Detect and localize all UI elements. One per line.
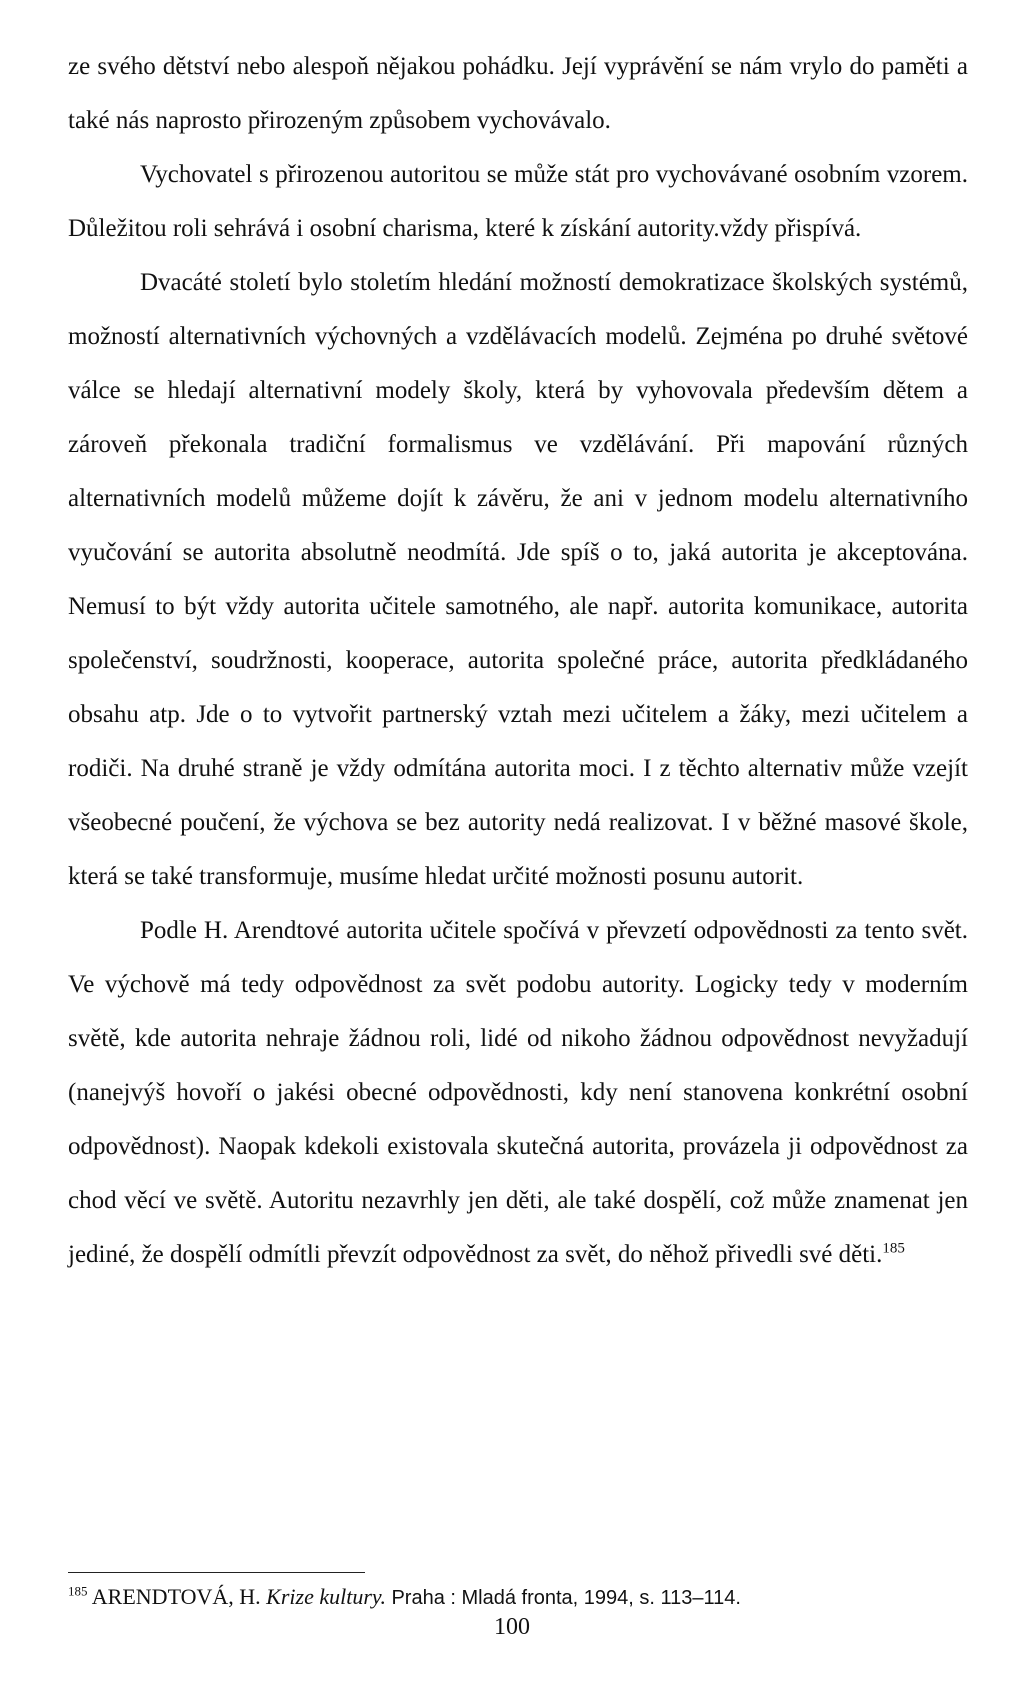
paragraph-arendt-text: Podle H. Arendtové autorita učitele spočívá v převzetí odpovědnosti za tento svět. Ve výchově má tedy odpovědnost za svět podobu autority. Logicky tedy v moderním světě, kde autorita nehraje žádnou roli, lidé od nikoho žádnou odpovědnost nevyžadují (nanejvýš hovoří o jakési obecné odpovědnosti, kdy není stanovena konkrétní osobní odpovědnost). Naopak kdekoli existovala skutečná autorita, provázela ji odpovědnost za chod věcí ve světě. Autoritu nezavrhly jen děti, ale také dospělí, což může znamenat jen jediné, že dospělí odmítli převzít odpovědnost za svět, do něhož přivedli své děti. (68, 917, 968, 1268)
footnote-reference[interactable]: 185 (882, 1240, 905, 1257)
paragraph-arendt (68, 904, 968, 1282)
page-number: 100 (494, 1614, 530, 1640)
footnote-title: Krize kultury. (266, 1584, 386, 1609)
footnote-number: 185 (68, 1583, 88, 1599)
paragraph-charisma: Vychovatel s přirozenou autoritou se může stát pro vychovávané osobním vzorem. Důležitou roli sehrává i osobní charisma, které k získání autority.vždy přispívá. (68, 161, 968, 242)
footnote (68, 1582, 968, 1613)
footnote-publication: Praha : Mladá fronta, 1994, s. 113–114. (391, 1587, 741, 1609)
footnote-author: ARENDTOVÁ, H. (91, 1584, 261, 1609)
footnote-divider (68, 1572, 365, 1573)
paragraph-continuation: ze svého dětství nebo alespoň nějakou pohádku. Její vyprávění se nám vrylo do paměti a také nás naprosto přirozeným způsobem vychovávalo. (68, 53, 968, 134)
paragraph-alternative-models: Dvacáté století bylo stoletím hledání možností demokratizace školských systémů, možností alternativních výchovných a vzdělávacích modelů. Zejména po druhé světové válce se hledají alternativní modely školy, která by vyhovovala především dětem a zároveň překonala tradiční formalismus ve vzdělávání. Při mapování různých alternativních modelů můžeme dojít k závěru, že ani v jednom modelu alternativního vyučování se autorita absolutně neodmítá. Jde spíš o to, jaká autorita je akceptována. Nemusí to být vždy autorita učitele samotného, ale např. autorita komunikace, autorita společenství, soudržnosti, kooperace, autorita společné práce, autorita předkládaného obsahu atp. Jde o to vytvořit partnerský vztah mezi učitelem a žáky, mezi učitelem a rodiči. Na druhé straně je vždy odmítána autorita moci. I z těchto alternativ může vzejít všeobecné poučení, že výchova se bez autority nedá realizovat. I v běžné masové škole, která se také transformuje, musíme hledat určité možnosti posunu autorit. (68, 269, 968, 890)
page-body (68, 40, 968, 1282)
